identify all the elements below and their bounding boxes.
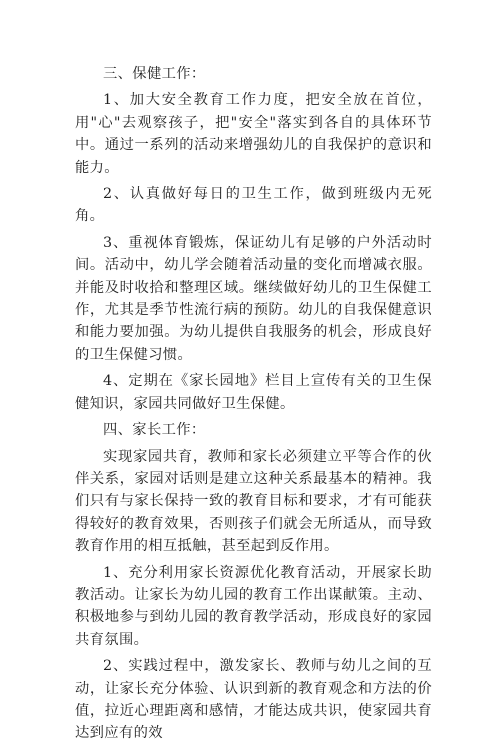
- parents-item-1: 1、充分利用家长资源优化教育活动，开展家长助教活动。让家长为幼儿园的教育工作出谋献策。主动、积极地参与到幼儿园的教育教学活动，形成良好的家园共育氛围。: [75, 564, 432, 648]
- health-item-3: 3、重视体育锻炼，保证幼儿有足够的户外活动时间。活动中，幼儿学会随着活动量的变化而增减衣服。并能及时收拾和整理区域。继续做好幼儿的卫生保健工作，尤其是季节性流行病的预防。幼儿的自我保健意识和能力要加强。为幼儿提供自我服务的机会，形成良好的卫生保健习惯。: [75, 234, 432, 363]
- parents-item-2: 2、实践过程中，激发家长、教师与幼儿之间的互动，让家长充分体验、认识到新的教育观念和方法的价值，拉近心理距离和感情，才能达成共识，使家园共育达到应有的效: [75, 658, 432, 742]
- health-item-2: 2、认真做好每日的卫生工作，做到班级内无死角。: [75, 186, 432, 225]
- section-heading-parents: 四、家长工作：: [103, 422, 206, 439]
- health-item-4: 4、定期在《家长园地》栏目上宣传有关的卫生保健知识，家园共同做好卫生保健。: [75, 373, 432, 412]
- parents-intro: 实现家园共育，教师和家长必须建立平等合作的伙伴关系，家园对话则是建立这种关系最基本的精神。我们只有与家长保持一致的教育目标和要求，才有可能获得较好的教育效果，否则孩子们就会无所适从，而导致教育作用的相互抵触，甚至起到反作用。: [75, 448, 432, 555]
- document-body: [75, 63, 432, 749]
- section-heading-health: 三、保健工作：: [103, 66, 206, 82]
- health-item-1: 1、加大安全教育工作力度，把安全放在首位，用"心"去观察孩子，把"安全"落实到各自的具体环节中。通过一系列的活动来增强幼儿的自我保护的意识和能力。: [75, 92, 432, 176]
